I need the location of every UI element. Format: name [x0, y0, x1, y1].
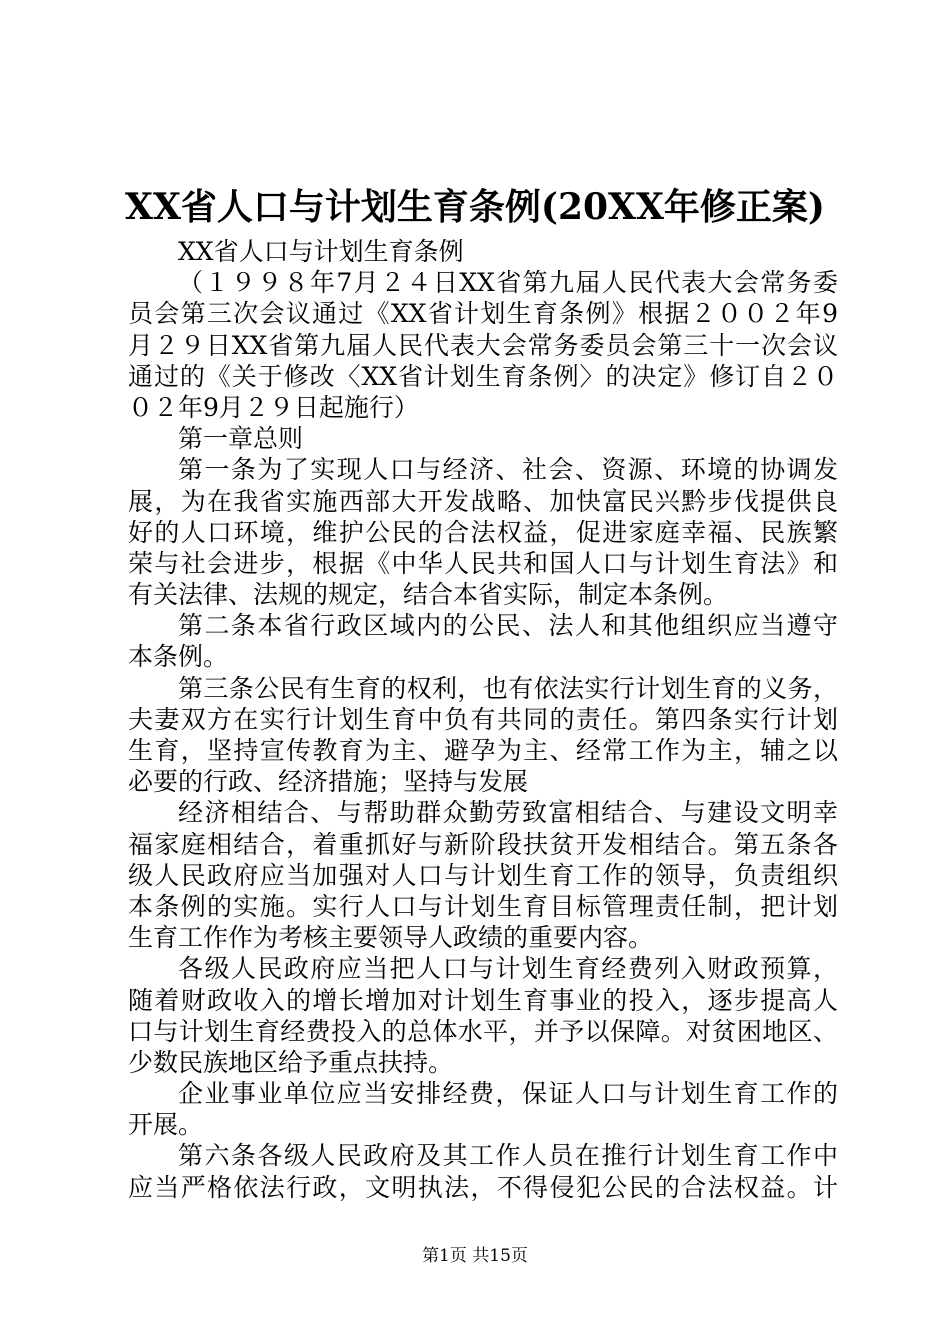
text-line: 好的人口环境，维护公民的合法权益，促进家庭幸福、民族繁: [128, 517, 838, 547]
text-line: 展，为在我省实施西部大开发战略、加快富民兴黔步伐提供良: [128, 486, 838, 516]
text-line: 生育，坚持宣传教育为主、避孕为主、经常工作为主，辅之以: [128, 736, 838, 765]
text-line: ０２年9月２９日起施行）: [128, 392, 419, 422]
text-line: 本条例。: [128, 642, 229, 672]
text-line: 少数民族地区给予重点扶持。: [128, 1047, 454, 1077]
text-line: 月２９日XX省第九届人民代表大会常务委员会第三十一次会议: [128, 330, 838, 360]
text-line: 应当严格依法行政，文明执法，不得侵犯公民的合法权益。计: [128, 1172, 838, 1202]
text-line: 第一章总则: [178, 424, 304, 454]
text-line: 级人民政府应当加强对人口与计划生育工作的领导，负责组织: [128, 860, 838, 890]
text-line: 生育工作作为考核主要领导人政绩的重要内容。: [128, 923, 654, 953]
text-line: 夫妻双方在实行计划生育中负有共同的责任。第四条实行计划: [128, 704, 838, 734]
document-body: [128, 236, 838, 1203]
text-line: （１９９８年7月２４日XX省第九届人民代表大会常务委: [178, 268, 838, 298]
text-line: 第二条本省行政区域内的公民、法人和其他组织应当遵守: [178, 611, 838, 641]
text-line: 经济相结合、与帮助群众勤劳致富相结合、与建设文明幸: [178, 798, 838, 828]
text-line: 第一条为了实现人口与经济、社会、资源、环境的协调发: [178, 455, 838, 485]
text-line: 有关法律、法规的规定，结合本省实际，制定本条例。: [128, 580, 729, 610]
text-line: 本条例的实施。实行人口与计划生育目标管理责任制，把计划: [128, 891, 838, 921]
text-line: 各级人民政府应当把人口与计划生育经费列入财政预算，: [178, 954, 838, 984]
text-line: 福家庭相结合，着重抓好与新阶段扶贫开发相结合。第五条各: [128, 829, 838, 859]
text-line: 员会第三次会议通过《XX省计划生育条例》根据２００２年9: [128, 299, 838, 329]
text-line: XX省人口与计划生育条例: [178, 237, 464, 266]
text-line: 第三条公民有生育的权利，也有依法实行计划生育的义务，: [178, 673, 838, 703]
document-title: XX省人口与计划生育条例(20XX年修正案): [125, 186, 825, 228]
text-line: 通过的《关于修改〈XX省计划生育条例〉的决定》修订自２０: [128, 361, 838, 391]
text-line: 随着财政收入的增长增加对计划生育事业的投入，逐步提高人: [128, 985, 838, 1015]
page-number: 第1页 共15页: [422, 1246, 528, 1266]
text-line: 开展。: [128, 1110, 204, 1140]
text-line: 第六条各级人民政府及其工作人员在推行计划生育工作中: [178, 1141, 838, 1171]
text-line: 口与计划生育经费投入的总体水平，并予以保障。对贫困地区、: [128, 1016, 838, 1046]
text-line: 必要的行政、经济措施；坚持与发展: [128, 767, 529, 797]
text-line: 企业事业单位应当安排经费，保证人口与计划生育工作的: [178, 1079, 838, 1109]
text-line: 荣与社会进步，根据《中华人民共和国人口与计划生育法》和: [128, 548, 838, 578]
